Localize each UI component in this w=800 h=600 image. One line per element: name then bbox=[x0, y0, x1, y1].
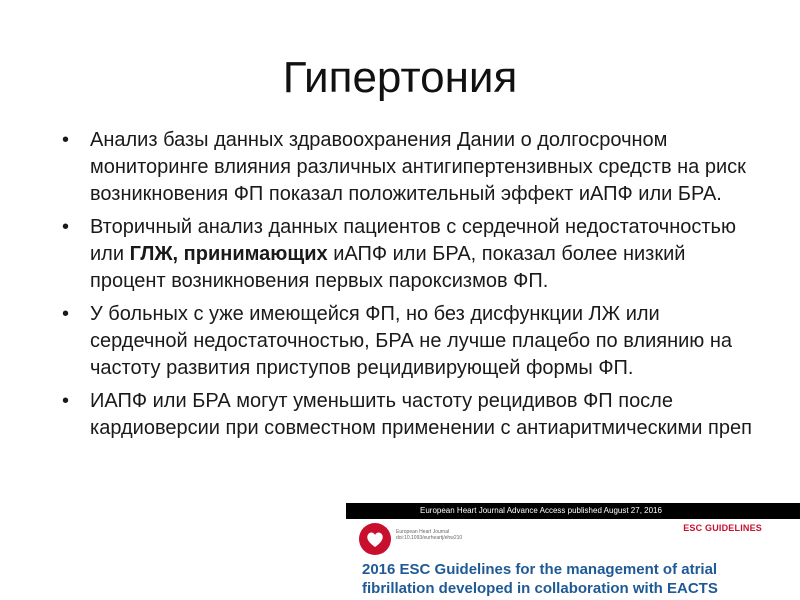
headline-line: 2016 ESC Guidelines for the management of atrial bbox=[362, 561, 718, 578]
bullet-dot: • bbox=[62, 216, 70, 238]
bullet-dot: • bbox=[62, 390, 70, 412]
bullet-text-bold: ГЛЖ, принимающих bbox=[129, 243, 328, 265]
bullet-text: Анализ базы данных здравоохранения Дании о долгосрочном мониторинге влияния различных антигипертензивных средств на риск возникновения ФП показал положительный эффект иАПФ или БРА. bbox=[90, 129, 746, 205]
bullet-item bbox=[62, 127, 762, 208]
bullet-text: иАПФ или БРА, показал более низкий процент возникновения первых пароксизмов ФП. bbox=[90, 243, 686, 292]
banner-top-text: European Heart Journal Advance Access published August 27, 2016 bbox=[420, 506, 662, 515]
bullet-item bbox=[62, 214, 762, 295]
slide-title: Гипертония bbox=[282, 53, 518, 102]
guideline-headline bbox=[362, 560, 798, 598]
esc-guidelines-label: ESC GUIDELINES bbox=[683, 523, 762, 533]
bullet-item bbox=[62, 301, 762, 382]
journal-doi-text: European Heart Journal doi:10.1093/eurheartj/ehw210 bbox=[396, 529, 463, 541]
bullet-text: У больных с уже имеющейся ФП, но без дисфункции ЛЖ или сердечной недостаточностью, БРА не лучше плацебо по влиянию на частоту развития приступов рецидивирующей формы ФП. bbox=[90, 303, 733, 379]
bullet-list bbox=[62, 127, 762, 448]
bullet-item bbox=[62, 388, 762, 442]
heart-journal-logo-icon bbox=[358, 522, 392, 556]
bullet-text: Вторичный анализ данных пациентов с сердечной недостаточностью или bbox=[90, 216, 736, 265]
journal-banner bbox=[346, 503, 800, 600]
bullet-dot: • bbox=[62, 303, 70, 325]
headline-line: fibrillation developed in collaboration with EACTS bbox=[362, 580, 718, 597]
banner-top-bar bbox=[346, 503, 800, 519]
bullet-dot: • bbox=[62, 129, 70, 151]
bullet-text: ИАПФ или БРА могут уменьшить частоту рецидивов ФП после кардиоверсии при совместном применении с антиаритмическими преп bbox=[90, 390, 752, 439]
